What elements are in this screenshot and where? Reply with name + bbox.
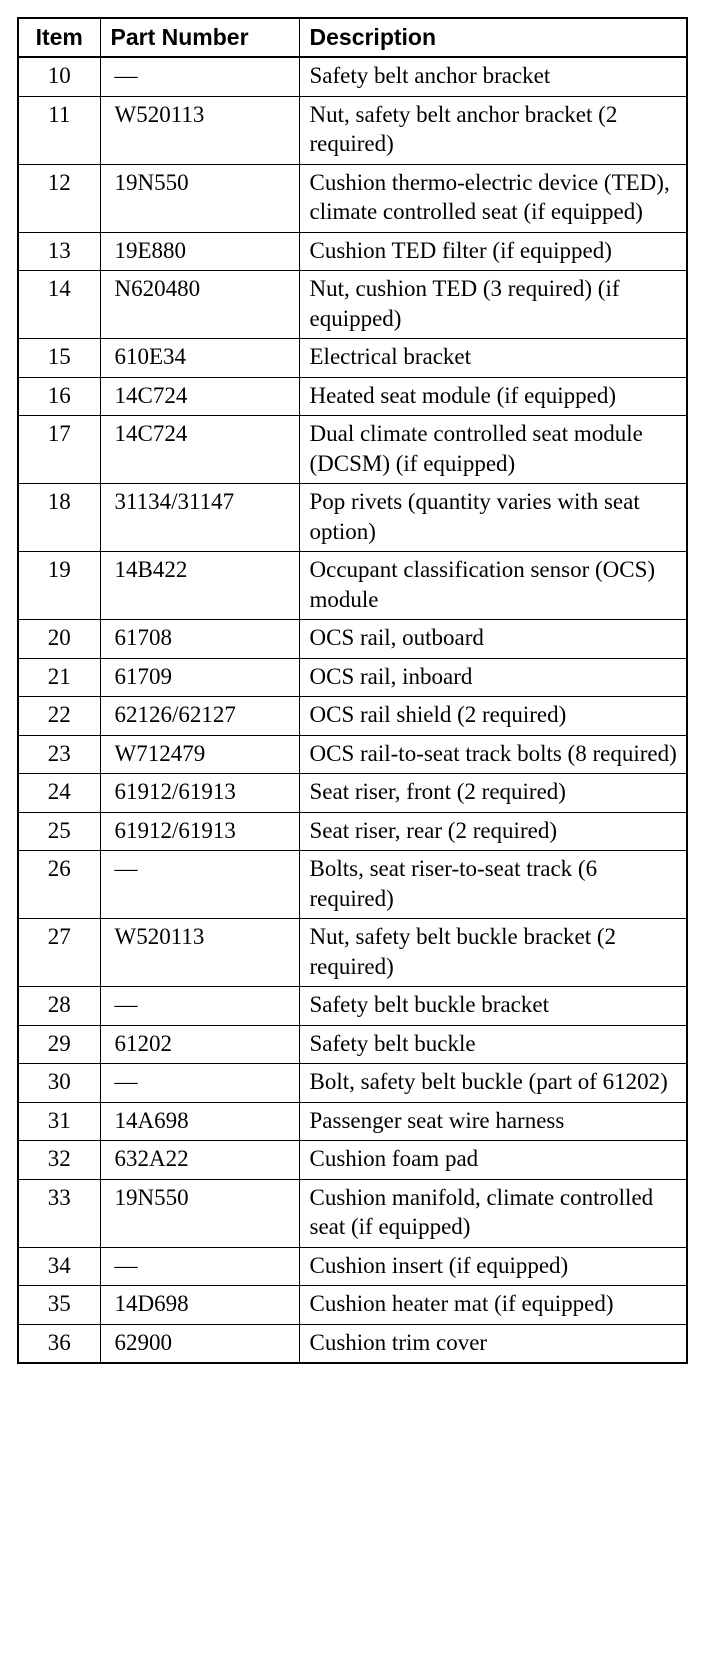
item-cell: 12 (18, 164, 100, 232)
item-cell: 10 (18, 57, 100, 96)
item-cell: 36 (18, 1324, 100, 1363)
table-row (18, 552, 687, 620)
table-row (18, 57, 687, 96)
part-number-cell: 19N550 (100, 164, 299, 232)
part-number-cell: 14D698 (100, 1286, 299, 1325)
part-number-cell: 61912/61913 (100, 774, 299, 813)
description-cell: OCS rail shield (2 required) (299, 697, 687, 736)
part-number-cell: 61709 (100, 658, 299, 697)
description-cell: OCS rail, outboard (299, 620, 687, 659)
table-row (18, 1324, 687, 1363)
part-number-cell: 62126/62127 (100, 697, 299, 736)
description-cell: Nut, safety belt buckle bracket (2 required) (299, 919, 687, 987)
part-number-cell: W520113 (100, 919, 299, 987)
item-cell: 30 (18, 1064, 100, 1103)
item-cell: 31 (18, 1102, 100, 1141)
description-cell: Pop rivets (quantity varies with seat option) (299, 484, 687, 552)
item-cell: 29 (18, 1025, 100, 1064)
item-cell: 25 (18, 812, 100, 851)
description-cell: Cushion trim cover (299, 1324, 687, 1363)
item-cell: 13 (18, 232, 100, 271)
header-description: Description (299, 18, 687, 57)
table-row (18, 735, 687, 774)
table-row (18, 1064, 687, 1103)
part-number-cell: 632A22 (100, 1141, 299, 1180)
item-cell: 18 (18, 484, 100, 552)
item-cell: 32 (18, 1141, 100, 1180)
table-row (18, 164, 687, 232)
table-row (18, 1025, 687, 1064)
table-row (18, 620, 687, 659)
description-cell: Heated seat module (if equipped) (299, 377, 687, 416)
description-cell: Nut, cushion TED (3 required) (if equipped) (299, 271, 687, 339)
table-row (18, 919, 687, 987)
part-number-cell: W712479 (100, 735, 299, 774)
item-cell: 19 (18, 552, 100, 620)
table-row (18, 774, 687, 813)
description-cell: Electrical bracket (299, 339, 687, 378)
description-cell: Seat riser, front (2 required) (299, 774, 687, 813)
table-row (18, 812, 687, 851)
table-row (18, 232, 687, 271)
table-row (18, 658, 687, 697)
part-number-cell: W520113 (100, 96, 299, 164)
part-number-cell: — (100, 57, 299, 96)
table-row (18, 851, 687, 919)
part-number-cell: 62900 (100, 1324, 299, 1363)
item-cell: 11 (18, 96, 100, 164)
item-cell: 21 (18, 658, 100, 697)
table-row (18, 96, 687, 164)
table-row (18, 1141, 687, 1180)
description-cell: Cushion foam pad (299, 1141, 687, 1180)
part-number-cell: 61708 (100, 620, 299, 659)
header-row (18, 18, 687, 57)
part-number-cell: — (100, 987, 299, 1026)
description-cell: Bolt, safety belt buckle (part of 61202) (299, 1064, 687, 1103)
description-cell: Cushion heater mat (if equipped) (299, 1286, 687, 1325)
part-number-cell: 14A698 (100, 1102, 299, 1141)
part-number-cell: N620480 (100, 271, 299, 339)
part-number-cell: 14C724 (100, 377, 299, 416)
item-cell: 15 (18, 339, 100, 378)
table-row (18, 987, 687, 1026)
item-cell: 14 (18, 271, 100, 339)
table-row (18, 377, 687, 416)
item-cell: 22 (18, 697, 100, 736)
table-row (18, 1102, 687, 1141)
part-number-cell: 61912/61913 (100, 812, 299, 851)
description-cell: Passenger seat wire harness (299, 1102, 687, 1141)
description-cell: Cushion TED filter (if equipped) (299, 232, 687, 271)
table-row (18, 1179, 687, 1247)
description-cell: Occupant classification sensor (OCS) module (299, 552, 687, 620)
item-cell: 28 (18, 987, 100, 1026)
table-header (18, 18, 687, 57)
part-number-cell: 14B422 (100, 552, 299, 620)
item-cell: 26 (18, 851, 100, 919)
table-row (18, 1286, 687, 1325)
part-number-cell: 19E880 (100, 232, 299, 271)
description-cell: Cushion manifold, climate controlled seat (if equipped) (299, 1179, 687, 1247)
item-cell: 23 (18, 735, 100, 774)
part-number-cell: 610E34 (100, 339, 299, 378)
item-cell: 34 (18, 1247, 100, 1286)
part-number-cell: 61202 (100, 1025, 299, 1064)
part-number-cell: — (100, 1247, 299, 1286)
item-cell: 33 (18, 1179, 100, 1247)
table-row (18, 271, 687, 339)
description-cell: Cushion thermo-electric device (TED), climate controlled seat (if equipped) (299, 164, 687, 232)
description-cell: Safety belt buckle bracket (299, 987, 687, 1026)
parts-table (17, 17, 688, 1364)
item-cell: 24 (18, 774, 100, 813)
header-part-number: Part Number (100, 18, 299, 57)
description-cell: Seat riser, rear (2 required) (299, 812, 687, 851)
description-cell: Safety belt anchor bracket (299, 57, 687, 96)
item-cell: 27 (18, 919, 100, 987)
description-cell: OCS rail, inboard (299, 658, 687, 697)
table-row (18, 1247, 687, 1286)
description-cell: Bolts, seat riser-to-seat track (6 required) (299, 851, 687, 919)
header-item: Item (18, 18, 100, 57)
item-cell: 17 (18, 416, 100, 484)
part-number-cell: 14C724 (100, 416, 299, 484)
table-body (18, 57, 687, 1363)
part-number-cell: 19N550 (100, 1179, 299, 1247)
description-cell: Safety belt buckle (299, 1025, 687, 1064)
table-row (18, 484, 687, 552)
description-cell: OCS rail-to-seat track bolts (8 required) (299, 735, 687, 774)
table-row (18, 339, 687, 378)
table-row (18, 697, 687, 736)
description-cell: Nut, safety belt anchor bracket (2 required) (299, 96, 687, 164)
item-cell: 20 (18, 620, 100, 659)
part-number-cell: 31134/31147 (100, 484, 299, 552)
description-cell: Cushion insert (if equipped) (299, 1247, 687, 1286)
item-cell: 16 (18, 377, 100, 416)
description-cell: Dual climate controlled seat module (DCSM) (if equipped) (299, 416, 687, 484)
item-cell: 35 (18, 1286, 100, 1325)
table-row (18, 416, 687, 484)
part-number-cell: — (100, 1064, 299, 1103)
part-number-cell: — (100, 851, 299, 919)
